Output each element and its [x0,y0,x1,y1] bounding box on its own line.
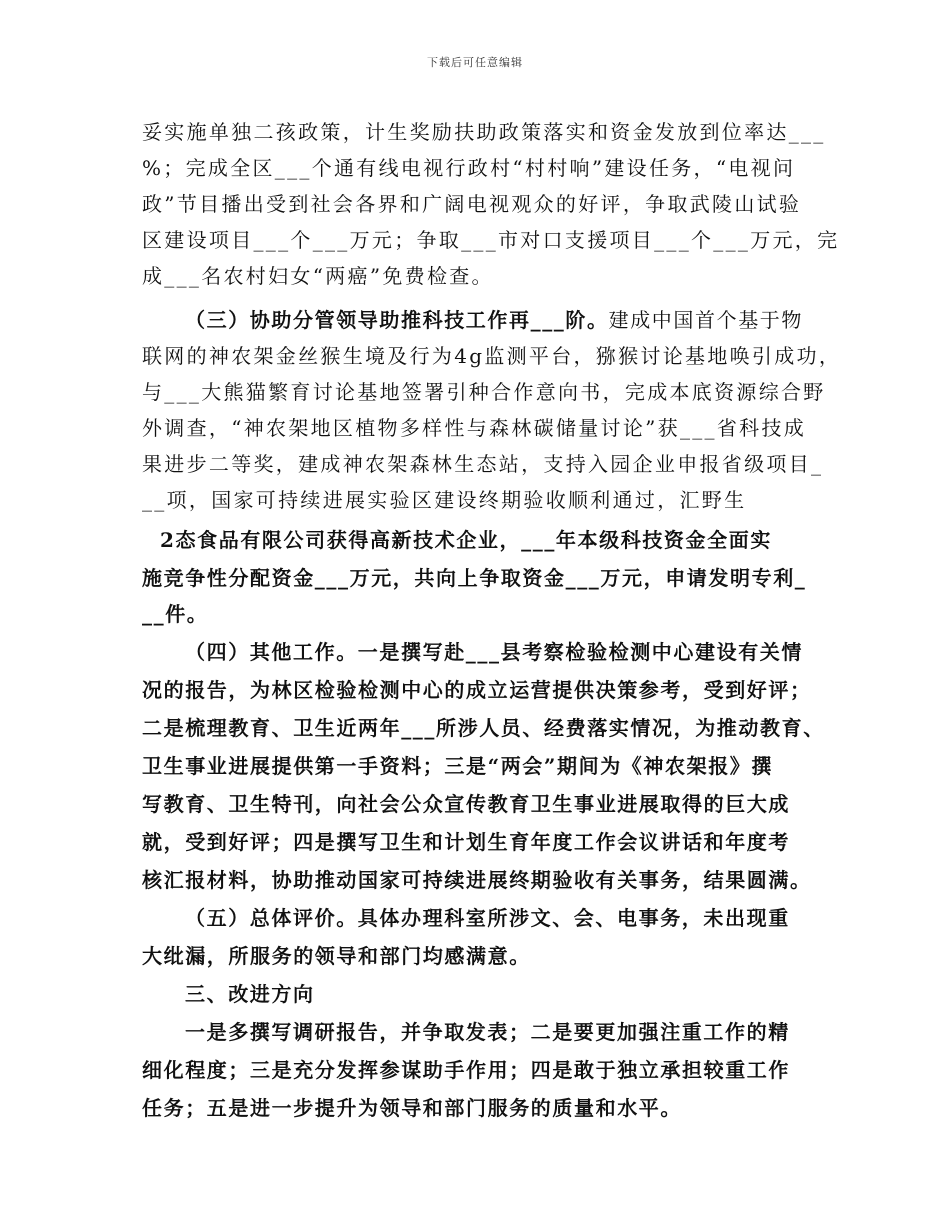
text-line [185,1016,790,1045]
text-line [142,940,531,969]
text-line [142,260,494,289]
text-line [142,826,790,855]
text-segment: %；完成全区___个通有线电视行政村“村村响”建设任务，“电视问 [142,156,796,180]
text-line [142,1054,790,1083]
text-segment: 区建设项目___个___万元；争取___市对口支援项目___个___万元，完 [142,228,840,252]
text-segment: 大纰漏，所服务的领导和部门均感满意。 [142,944,531,968]
text-line [142,152,795,181]
text-segment: 一是多撰写调研报告，并争取发表；二是要更加强注重工作的精 [185,1020,790,1044]
text-segment: 二是梳理教育、卫生近两年___所涉人员、经费落实情况，为推动教育、 [142,716,825,740]
text-line [185,304,803,333]
text-line [142,116,826,145]
text-line [142,712,825,741]
text-segment: 2态食品有限公司获得高新技术企业，___年本级科技资金全面实 [160,528,772,552]
text-segment: （五）总体评价。具体办理科室所涉文、会、电事务，未出现重 [185,906,790,930]
page-header: 下载后可任意编辑 [427,56,523,69]
text-segment: 外调查，“神农架地区植物多样性与森林碳储量讨论”获___省科技成 [142,416,807,440]
text-segment: 与___大熊猫繁育讨论基地签署引种合作意向书，完成本底资源综合野 [142,380,826,404]
text-line [142,448,823,477]
text-segment: 任务；五是进一步提升为领导和部门服务的质量和水平。 [142,1096,682,1120]
text-segment: 况的报告，为林区检验检测中心的成立运营提供决策参考，受到好评； [142,678,812,702]
text-line [185,636,803,665]
text-segment: 果进步二等奖，建成神农架森林生态站，支持入园企业申报省级项目_ [142,452,824,476]
text-line [142,864,812,893]
text-line [142,598,208,627]
text-line [142,340,841,369]
text-segment: （四）其他工作。一是撰写赴___县考察检验检测中心建设有关情 [185,640,803,664]
text-segment: 施竞争性分配资金___万元，共向上争取资金___万元，申请发明专利_ [142,566,807,590]
text-segment: 卫生事业进展提供第一手资料；三是“两会”期间为《神农架报》撰 [142,754,774,778]
text-segment: 妥实施单独二孩政策，计生奖励扶助政策落实和资金发放到位率达___ [142,120,826,144]
text-segment: 三、改进方向 [185,982,315,1006]
text-line [142,188,801,217]
text-segment: 细化程度；三是充分发挥参谋助手作用；四是敢于独立承担较重工作 [142,1058,790,1082]
text-segment: 成___名农村妇女“两癌”免费检查。 [142,264,494,288]
text-line [142,484,746,513]
text-line [185,902,790,931]
text-line [142,788,790,817]
text-line [142,562,806,591]
text-segment: __件。 [142,602,209,626]
text-segment: 政”节目播出受到社会各界和广阔电视观众的好评，争取武陵山试验 [142,192,802,216]
text-line [160,524,772,553]
text-segment-tail: 建成中国首个基于物 [608,308,804,332]
text-segment: __项，国家可持续进展实验区建设终期验收顺利通过，汇野生 [142,488,747,512]
text-line [142,412,806,441]
text-segment: 就，受到好评；四是撰写卫生和计划生育年度工作会议讲话和年度考 [142,830,790,854]
text-line [142,1092,682,1121]
text-line [142,376,826,405]
text-segment: （三）协助分管领导助推科技工作再___阶。 [185,308,609,332]
text-line [142,224,839,253]
text-segment: 写教育、卫生特刊，向社会公众宣传教育卫生事业进展取得的巨大成 [142,792,790,816]
text-line [142,750,773,779]
text-segment: 联网的神农架金丝猴生境及行为4g监测平台，猕猴讨论基地唤引成功， [142,344,842,368]
text-segment: 核汇报材料，协助推动国家可持续进展终期验收有关事务，结果圆满。 [142,868,812,892]
text-line [185,978,315,1007]
text-line [142,674,812,703]
